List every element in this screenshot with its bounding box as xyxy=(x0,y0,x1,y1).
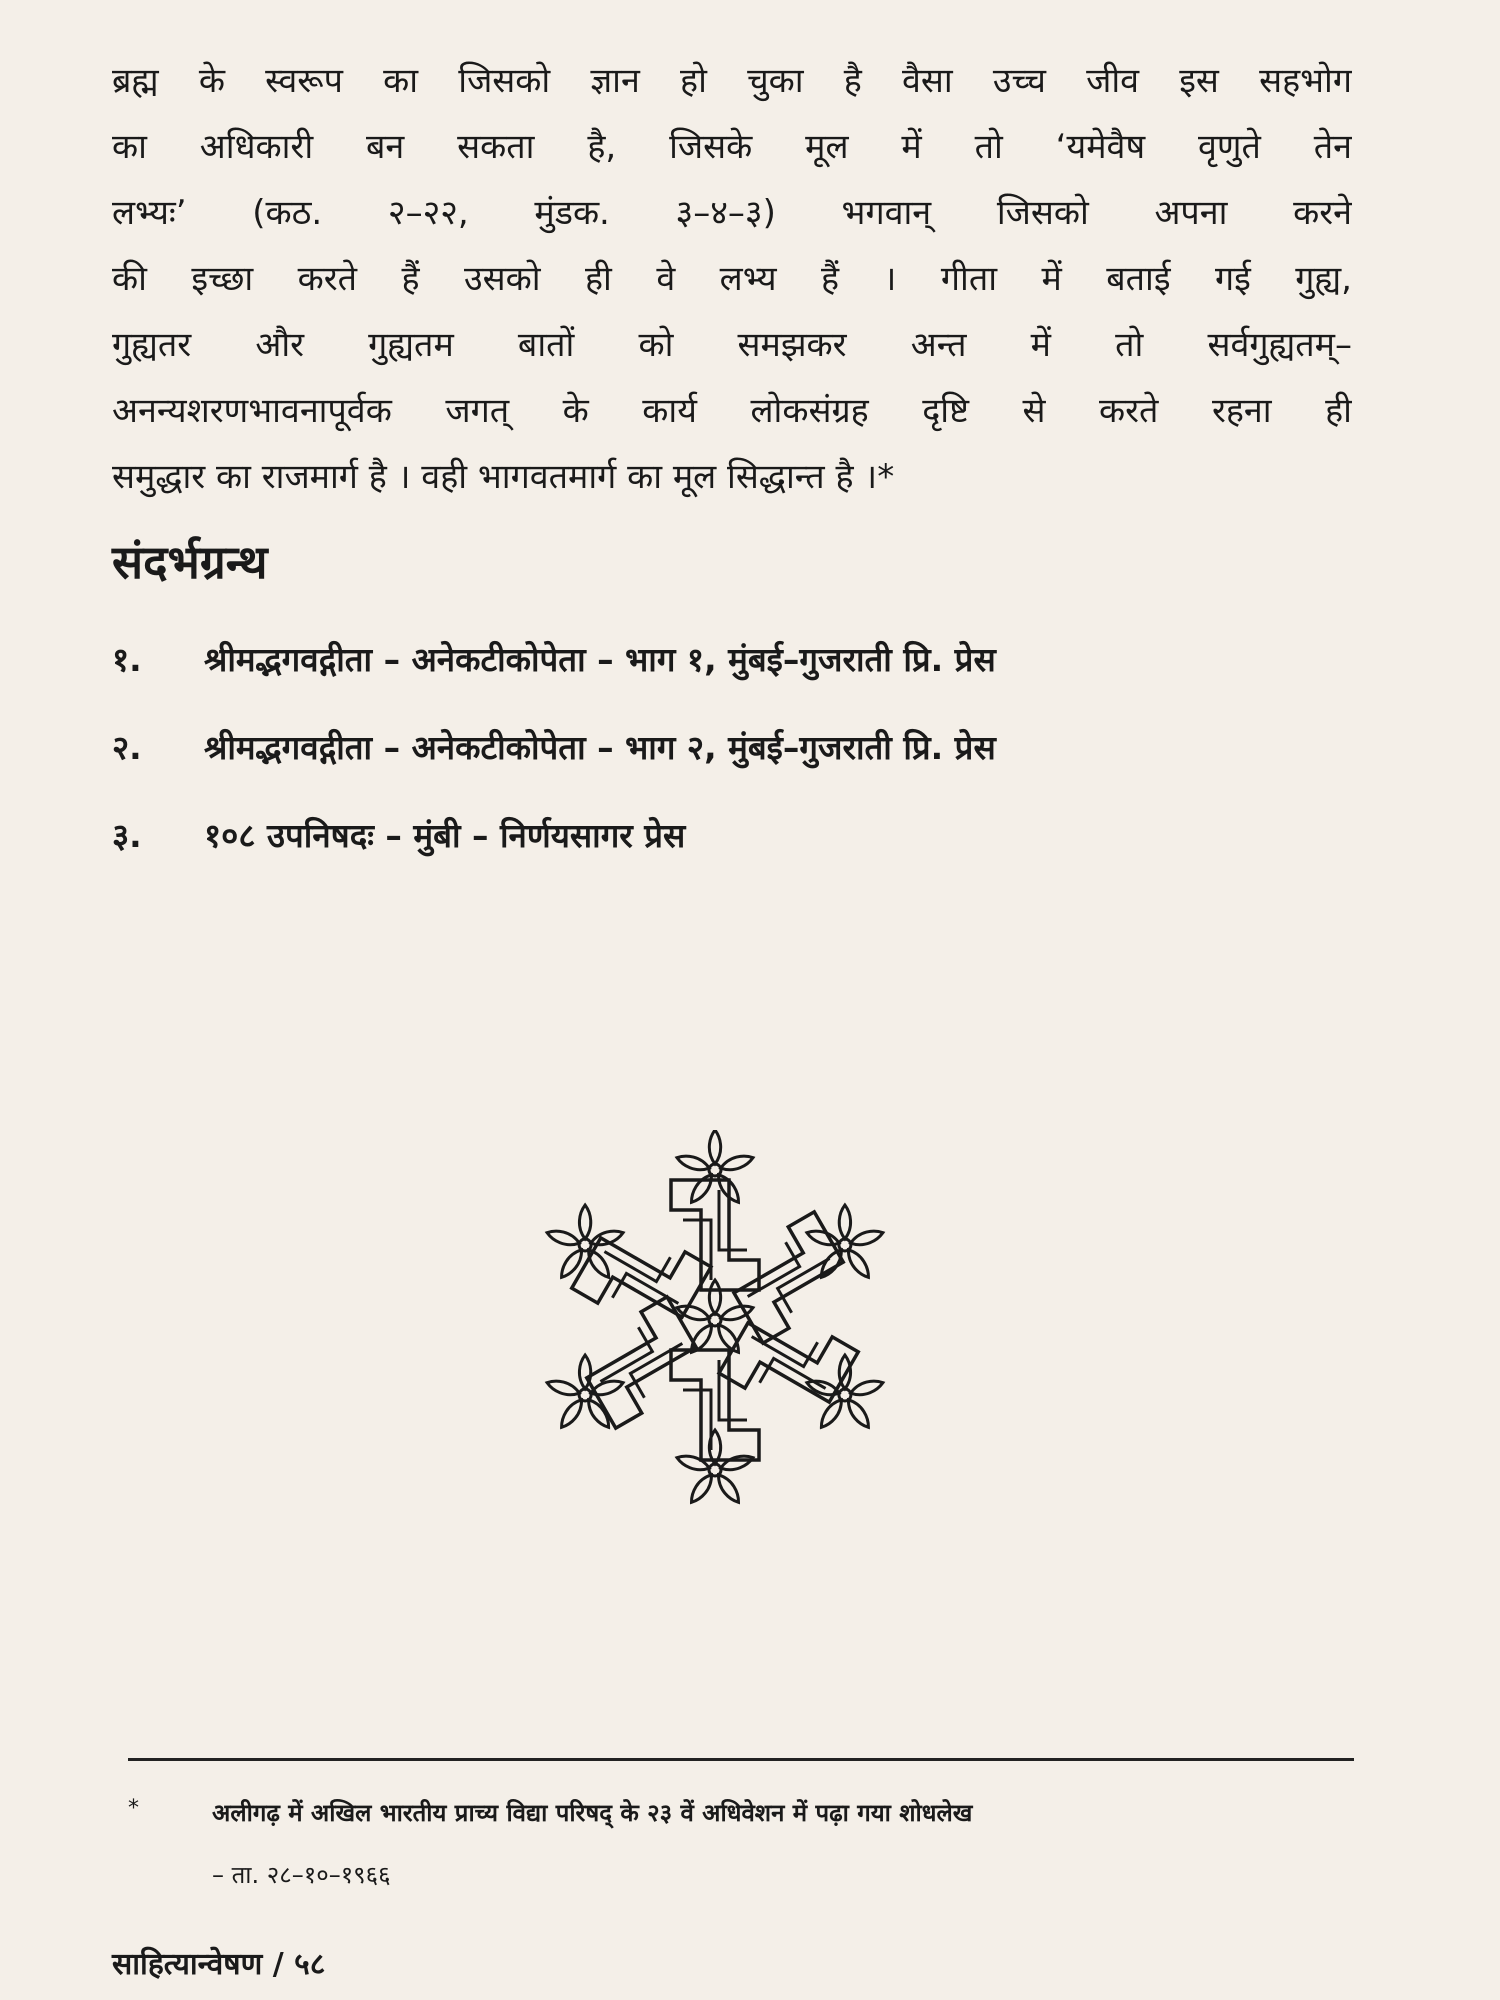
reference-text: श्रीमद्भगवद्गीता – अनेकटीकोपेता – भाग २, मुंबई–गुजराती प्रि. प्रेस xyxy=(204,728,996,767)
floral-ornament-icon xyxy=(500,1130,930,1510)
reference-list xyxy=(112,630,1352,894)
reference-number: ३. xyxy=(112,816,142,855)
reference-number: १. xyxy=(112,640,142,679)
reference-number: २. xyxy=(112,728,142,767)
paragraph-line: ब्रह्म के स्वरूप का जिसको ज्ञान हो चुका है वैसा उच्च जीव इस सहभोग xyxy=(112,61,1352,101)
footnote-date: – ता. २८–१०–१९६६ xyxy=(212,1861,391,1889)
reference-text: श्रीमद्भगवद्गीता – अनेकटीकोपेता – भाग १, मुंबई–गुजराती प्रि. प्रेस xyxy=(204,640,996,679)
page-footer: साहित्यान्वेषण / ५८ xyxy=(112,1947,326,1982)
paragraph-line: समुद्धार का राजमार्ग है । वही भागवतमार्ग का मूल सिद्धान्त है ।* xyxy=(112,457,895,497)
footnote-divider xyxy=(128,1758,1354,1761)
footnote-marker: * xyxy=(128,1796,139,1821)
body-paragraph xyxy=(112,48,1352,510)
paragraph-line: गुह्यतर और गुह्यतम बातों को समझकर अन्त में तो सर्वगुह्यतम्– xyxy=(112,325,1352,365)
paragraph-line: का अधिकारी बन सकता है, जिसके मूल में तो ‘यमेवैष वृणुते तेन xyxy=(112,127,1352,167)
reference-item xyxy=(112,630,1352,718)
reference-item xyxy=(112,806,1352,894)
reference-item xyxy=(112,718,1352,806)
paragraph-line: अनन्यशरणभावनापूर्वक जगत् के कार्य लोकसंग्रह दृष्टि से करते रहना ही xyxy=(112,391,1352,431)
references-heading: संदर्भग्रन्थ xyxy=(112,535,268,589)
reference-text: १०८ उपनिषदः – मुंबी – निर्णयसागर प्रेस xyxy=(204,816,686,855)
paragraph-line: की इच्छा करते हैं उसको ही वे लभ्य हैं । गीता में बताई गई गुह्य, xyxy=(112,259,1352,299)
footnote-text: अलीगढ़ में अखिल भारतीय प्राच्य विद्या परिषद् के २३ वें अधिवेशन में पढ़ा गया शोधलेख xyxy=(212,1799,973,1827)
paragraph-line: लभ्यः’ (कठ. २–२२, मुंडक. ३–४–३) भगवान् जिसको अपना करने xyxy=(112,193,1352,233)
